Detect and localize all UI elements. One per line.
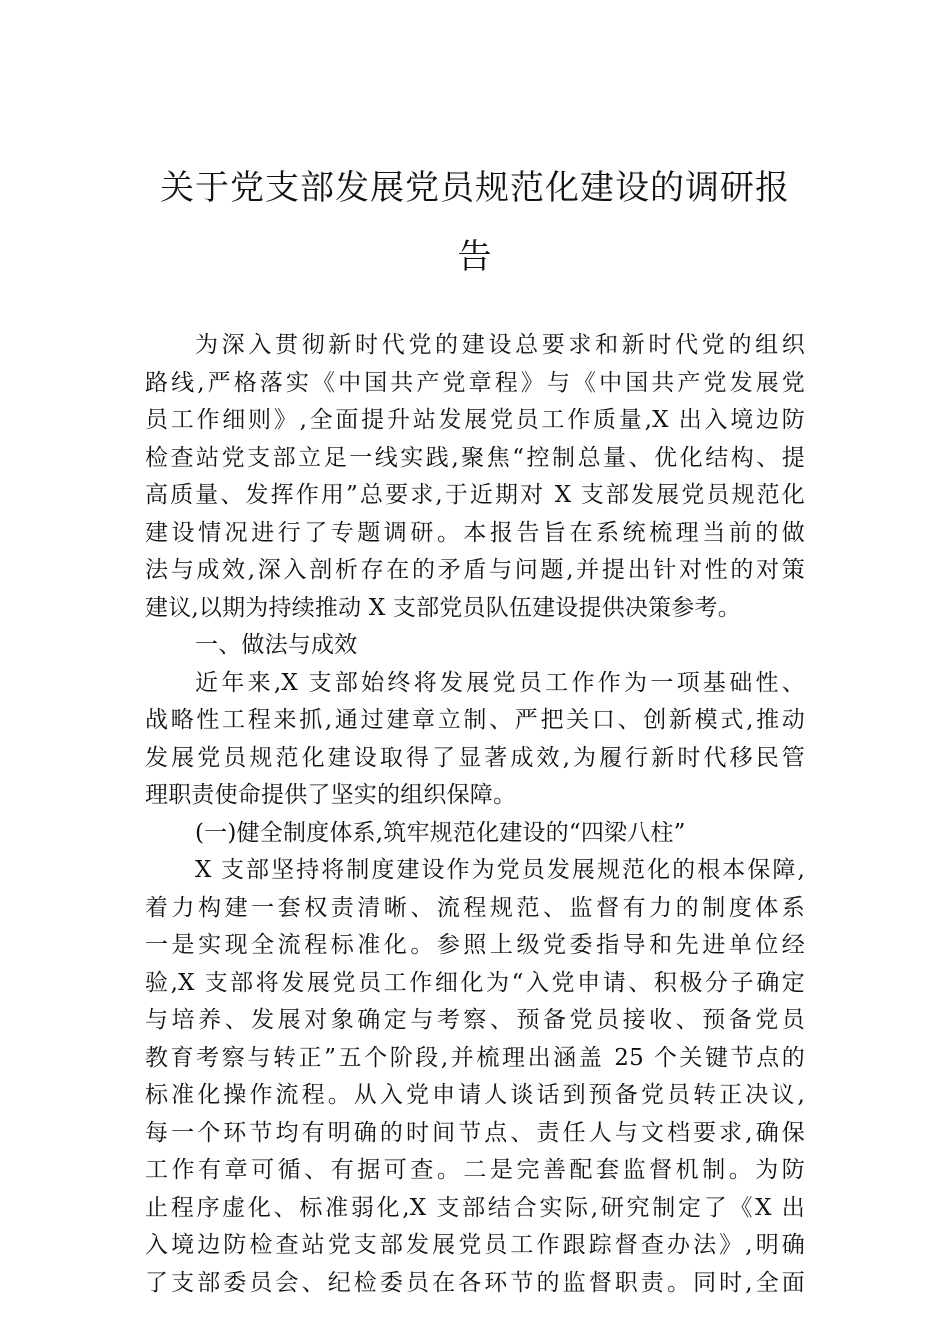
body-line: 标准化操作流程。从入党申请人谈话到预备党员转正决议,: [145, 1082, 805, 1108]
body-line: 入境边防检查站党支部发展党员工作跟踪督查办法》,明确: [145, 1232, 805, 1258]
body-line: 建议,以期为持续推动 X 支部党员队伍建设提供决策参考。: [145, 594, 741, 621]
body-line: 高质量、发挥作用”总要求,于近期对 X 支部发展党员规范化: [145, 482, 805, 508]
document-body: [145, 327, 805, 1302]
body-line: 法与成效,深入剖析存在的矛盾与问题,并提出针对性的对策: [145, 557, 805, 583]
body-line: 路线,严格落实《中国共产党章程》与《中国共产党发展党: [145, 369, 805, 396]
body-line: 与培养、发展对象确定与考察、预备党员接收、预备党员: [145, 1007, 805, 1033]
body-line: 近年来,X 支部始终将发展党员工作作为一项基础性、: [195, 669, 805, 696]
body-line: 教育考察与转正”五个阶段,并梳理出涵盖 25 个关键节点的: [145, 1044, 805, 1071]
body-line: 了支部委员会、纪检委员在各环节的监督职责。同时,全面: [145, 1269, 805, 1296]
body-line: 验,X 支部将发展党员工作细化为“入党申请、积极分子确定: [145, 969, 805, 996]
body-line: 员工作细则》,全面提升站发展党员工作质量,X 出入境边防: [145, 407, 805, 433]
body-line: 理职责使命提供了坚实的组织保障。: [145, 782, 517, 808]
body-line: 每一个环节均有明确的时间节点、责任人与文档要求,确保: [145, 1119, 805, 1146]
body-line: 止程序虚化、标准弱化,X 支部结合实际,研究制定了《X 出: [145, 1194, 805, 1221]
document-title-line-2: 告: [457, 237, 493, 277]
body-line: 战略性工程来抓,通过建章立制、严把关口、创新模式,推动: [145, 707, 805, 733]
body-line: 着力构建一套权责清晰、流程规范、监督有力的制度体系: [145, 894, 805, 921]
body-line: X 支部坚持将制度建设作为党员发展规范化的根本保障,: [195, 857, 805, 883]
body-line: 检查站党支部立足一线实践,聚焦“控制总量、优化结构、提: [145, 444, 805, 471]
body-line: 发展党员规范化建设取得了显著成效,为履行新时代移民管: [145, 744, 805, 771]
body-line: 一是实现全流程标准化。参照上级党委指导和先进单位经: [145, 932, 805, 958]
subsection-heading: (一)健全制度体系,筑牢规范化建设的“四梁八柱”: [195, 819, 686, 846]
body-line: 为深入贯彻新时代党的建设总要求和新时代党的组织: [195, 332, 805, 358]
section-heading: 一、做法与成效: [195, 632, 358, 658]
document-title-line-1: 关于党支部发展党员规范化建设的调研报: [160, 168, 790, 208]
body-line: 工作有章可循、有据可查。二是完善配套监督机制。为防: [145, 1157, 805, 1183]
body-line: 建设情况进行了专题调研。本报告旨在系统梳理当前的做: [145, 519, 805, 546]
